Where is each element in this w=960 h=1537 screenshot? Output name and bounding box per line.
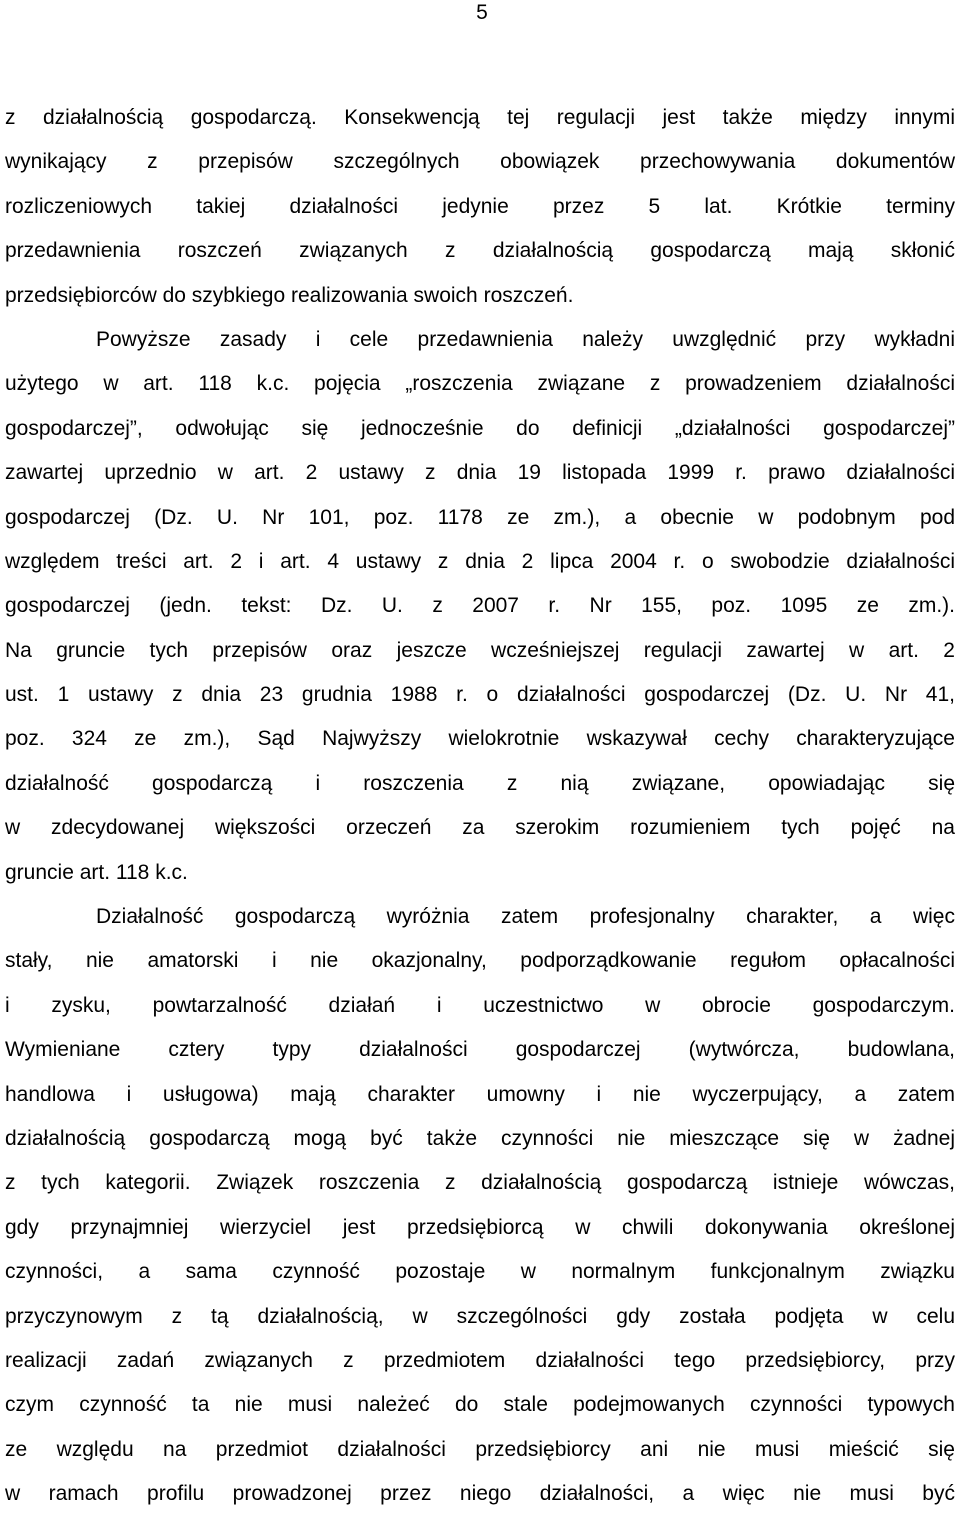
text-line: rozliczeniowych takiej działalności jedynie przez 5 lat. Krótkie terminy	[5, 194, 955, 218]
text-line: gospodarczej (Dz. U. Nr 101, poz. 1178 ze zm.), a obecnie w podobnym pod	[5, 505, 955, 529]
text-line: czynności, a sama czynność pozostaje w normalnym funkcjonalnym związku	[5, 1260, 955, 1284]
text-line: działalność gospodarczą i roszczenia z nią związane, opowiadając się	[5, 771, 955, 795]
text-line: przyczynowym z tą działalnością, w szczególności gdy została podjęta w celu	[5, 1304, 955, 1328]
text-line: Na gruncie tych przepisów oraz jeszcze wcześniejszej regulacji zawartej w art. 2	[5, 638, 955, 662]
text-line: zawartej uprzednio w art. 2 ustawy z dnia 19 listopada 1999 r. prawo działalności	[5, 461, 955, 485]
paragraph-first-line: Działalność gospodarczą wyróżnia zatem profesjonalny charakter, a więc	[96, 905, 955, 929]
text-line: Wymieniane cztery typy działalności gospodarczej (wytwórcza, budowlana,	[5, 1038, 955, 1062]
text-line: czym czynność ta nie musi należeć do stale podejmowanych czynności typowych	[5, 1393, 955, 1417]
paragraph-first-line: Powyższe zasady i cele przedawnienia należy uwzględnić przy wykładni	[96, 327, 955, 351]
text-line: gdy przynajmniej wierzyciel jest przedsiębiorcą w chwili dokonywania określonej	[5, 1215, 955, 1239]
text-line: użytego w art. 118 k.c. pojęcia „roszczenia związane z prowadzeniem działalności	[5, 372, 955, 396]
text-line: działalnością gospodarczą mogą być także czynności nie mieszczące się w żadnej	[5, 1126, 955, 1150]
text-line: i zysku, powtarzalność działań i uczestnictwo w obrocie gospodarczym.	[5, 993, 955, 1017]
text-line: ust. 1 ustawy z dnia 23 grudnia 1988 r. o działalności gospodarczej (Dz. U. Nr 41,	[5, 683, 955, 707]
document-body	[5, 96, 955, 1517]
text-line: handlowa i usługowa) mają charakter umowny i nie wyczerpujący, a zatem	[5, 1082, 955, 1106]
text-line: wynikający z przepisów szczególnych obowiązek przechowywania dokumentów	[5, 150, 955, 174]
text-line: przedsiębiorców do szybkiego realizowania swoich roszczeń.	[5, 283, 574, 307]
text-line: z tych kategorii. Związek roszczenia z działalnością gospodarczą istnieje wówczas,	[5, 1171, 955, 1195]
text-line: w zdecydowanej większości orzeczeń za szerokim rozumieniem tych pojęć na	[5, 816, 955, 840]
text-line: poz. 324 ze zm.), Sąd Najwyższy wielokrotnie wskazywał cechy charakteryzujące	[5, 727, 955, 751]
text-line: gospodarczej (jedn. tekst: Dz. U. z 2007 r. Nr 155, poz. 1095 ze zm.).	[5, 594, 955, 618]
page-number: 5	[476, 1, 488, 24]
text-line: względem treści art. 2 i art. 4 ustawy z dnia 2 lipca 2004 r. o swobodzie działalności	[5, 549, 955, 573]
text-line: gospodarczej”, odwołując się jednocześnie do definicji „działalności gospodarczej”	[5, 416, 955, 440]
text-line: w ramach profilu prowadzonej przez niego działalności, a więc nie musi być	[5, 1482, 955, 1506]
text-line: przedawnienia roszczeń związanych z działalnością gospodarczą mają skłonić	[5, 239, 955, 263]
text-line: ze względu na przedmiot działalności przedsiębiorcy ani nie musi mieścić się	[5, 1437, 955, 1461]
text-line: z działalnością gospodarczą. Konsekwencją tej regulacji jest także między innymi	[5, 106, 955, 129]
text-line: stały, nie amatorski i nie okazjonalny, podporządkowanie regułom opłacalności	[5, 949, 955, 973]
text-line: realizacji zadań związanych z przedmiotem działalności tego przedsiębiorcy, przy	[5, 1348, 955, 1372]
text-line: gruncie art. 118 k.c.	[5, 860, 188, 884]
